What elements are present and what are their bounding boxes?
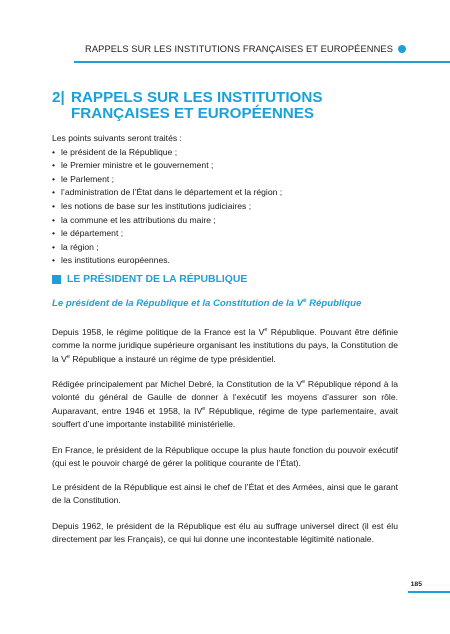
list-item: • le président de la République ; (52, 146, 402, 160)
p2-text-c: République, régime de type parlementaire, avait souffert d’une importante instabilité ministérielle. (52, 405, 398, 430)
topic-list (52, 146, 402, 268)
paragraph-4: Le président de la République est ainsi le chef de l’État et des Armées, ainsi que le garant de la Constitution. (52, 482, 398, 506)
intro-block (52, 132, 402, 268)
section-subtitle (52, 298, 402, 309)
list-item: • les institutions européennes. (52, 254, 402, 268)
paragraph-5: Depuis 1962, le président de la République est élu au suffrage universel direct (il est élu directement par les Français), ce qui lui donne une incontestable légitimité nationale. (52, 521, 398, 545)
p2-text-a: Rédigée principalement par Michel Debré, la Constitution de la V (52, 379, 303, 389)
list-item: • les notions de base sur les institutions judiciaires ; (52, 200, 402, 214)
p1-sup-2: e (66, 353, 70, 360)
footer-rule (408, 591, 450, 593)
chapter-title-line1 (52, 90, 372, 106)
subtitle-text-end: République (306, 298, 362, 310)
section-heading (52, 274, 247, 285)
p1-text-a: Depuis 1958, le régime politique de la France est la V (52, 327, 265, 337)
paragraph-1 (52, 326, 398, 366)
p2-sup-1: e (302, 379, 306, 386)
intro-lead: Les points suivants seront traités : (52, 133, 182, 143)
chapter-title (52, 90, 372, 122)
page-number: 185 (410, 581, 422, 588)
p1-text-c: République a instauré un régime de type présidentiel. (69, 353, 276, 364)
running-head-text: RAPPELS SUR LES INSTITUTIONS FRANÇAISES ET EUROPÉENNES (85, 44, 393, 54)
list-item: • la commune et les attributions du maire ; (52, 214, 402, 228)
paragraph-2 (52, 378, 398, 432)
p1-text-b: République. Pouvant être définie comme la norme juridique supérieure organisant les institutions du pays, la Constitution de la V (52, 327, 398, 364)
paragraph-3: En France, le président de la République occupe la plus haute fonction du pouvoir exécutif (qui est le pouvoir chargé de gérer la politique courante de l’État). (52, 445, 398, 469)
chapter-number: 2| (52, 89, 65, 106)
running-head (85, 44, 406, 54)
list-item: • le Parlement ; (52, 173, 402, 187)
list-item: • la région ; (52, 241, 402, 255)
subtitle-sup: e (303, 298, 307, 304)
list-item: • le département ; (52, 227, 402, 241)
header-rule (74, 61, 450, 63)
square-bullet-icon (52, 275, 61, 284)
bullet-dot-icon (398, 45, 406, 53)
p1-sup-1: e (264, 327, 268, 334)
p2-text-b: République répond à la volonté du général de Gaulle de donner à l’exécutif les moyens d’assurer son rôle. Auparavant, entre 1946 et 1958, la IV (52, 379, 398, 416)
chapter-title-text1: RAPPELS SUR LES INSTITUTIONS (71, 89, 323, 106)
p2-sup-2: e (202, 405, 206, 412)
list-item: • l’administration de l’État dans le département et la région ; (52, 186, 402, 200)
section-title: LE PRÉSIDENT DE LA RÉPUBLIQUE (67, 274, 248, 285)
list-item: • le Premier ministre et le gouvernement ; (52, 159, 402, 173)
subtitle-text: Le président de la République et la Constitution de la V (52, 298, 304, 310)
chapter-title-line2: FRANÇAISES ET EUROPÉENNES (71, 105, 315, 122)
